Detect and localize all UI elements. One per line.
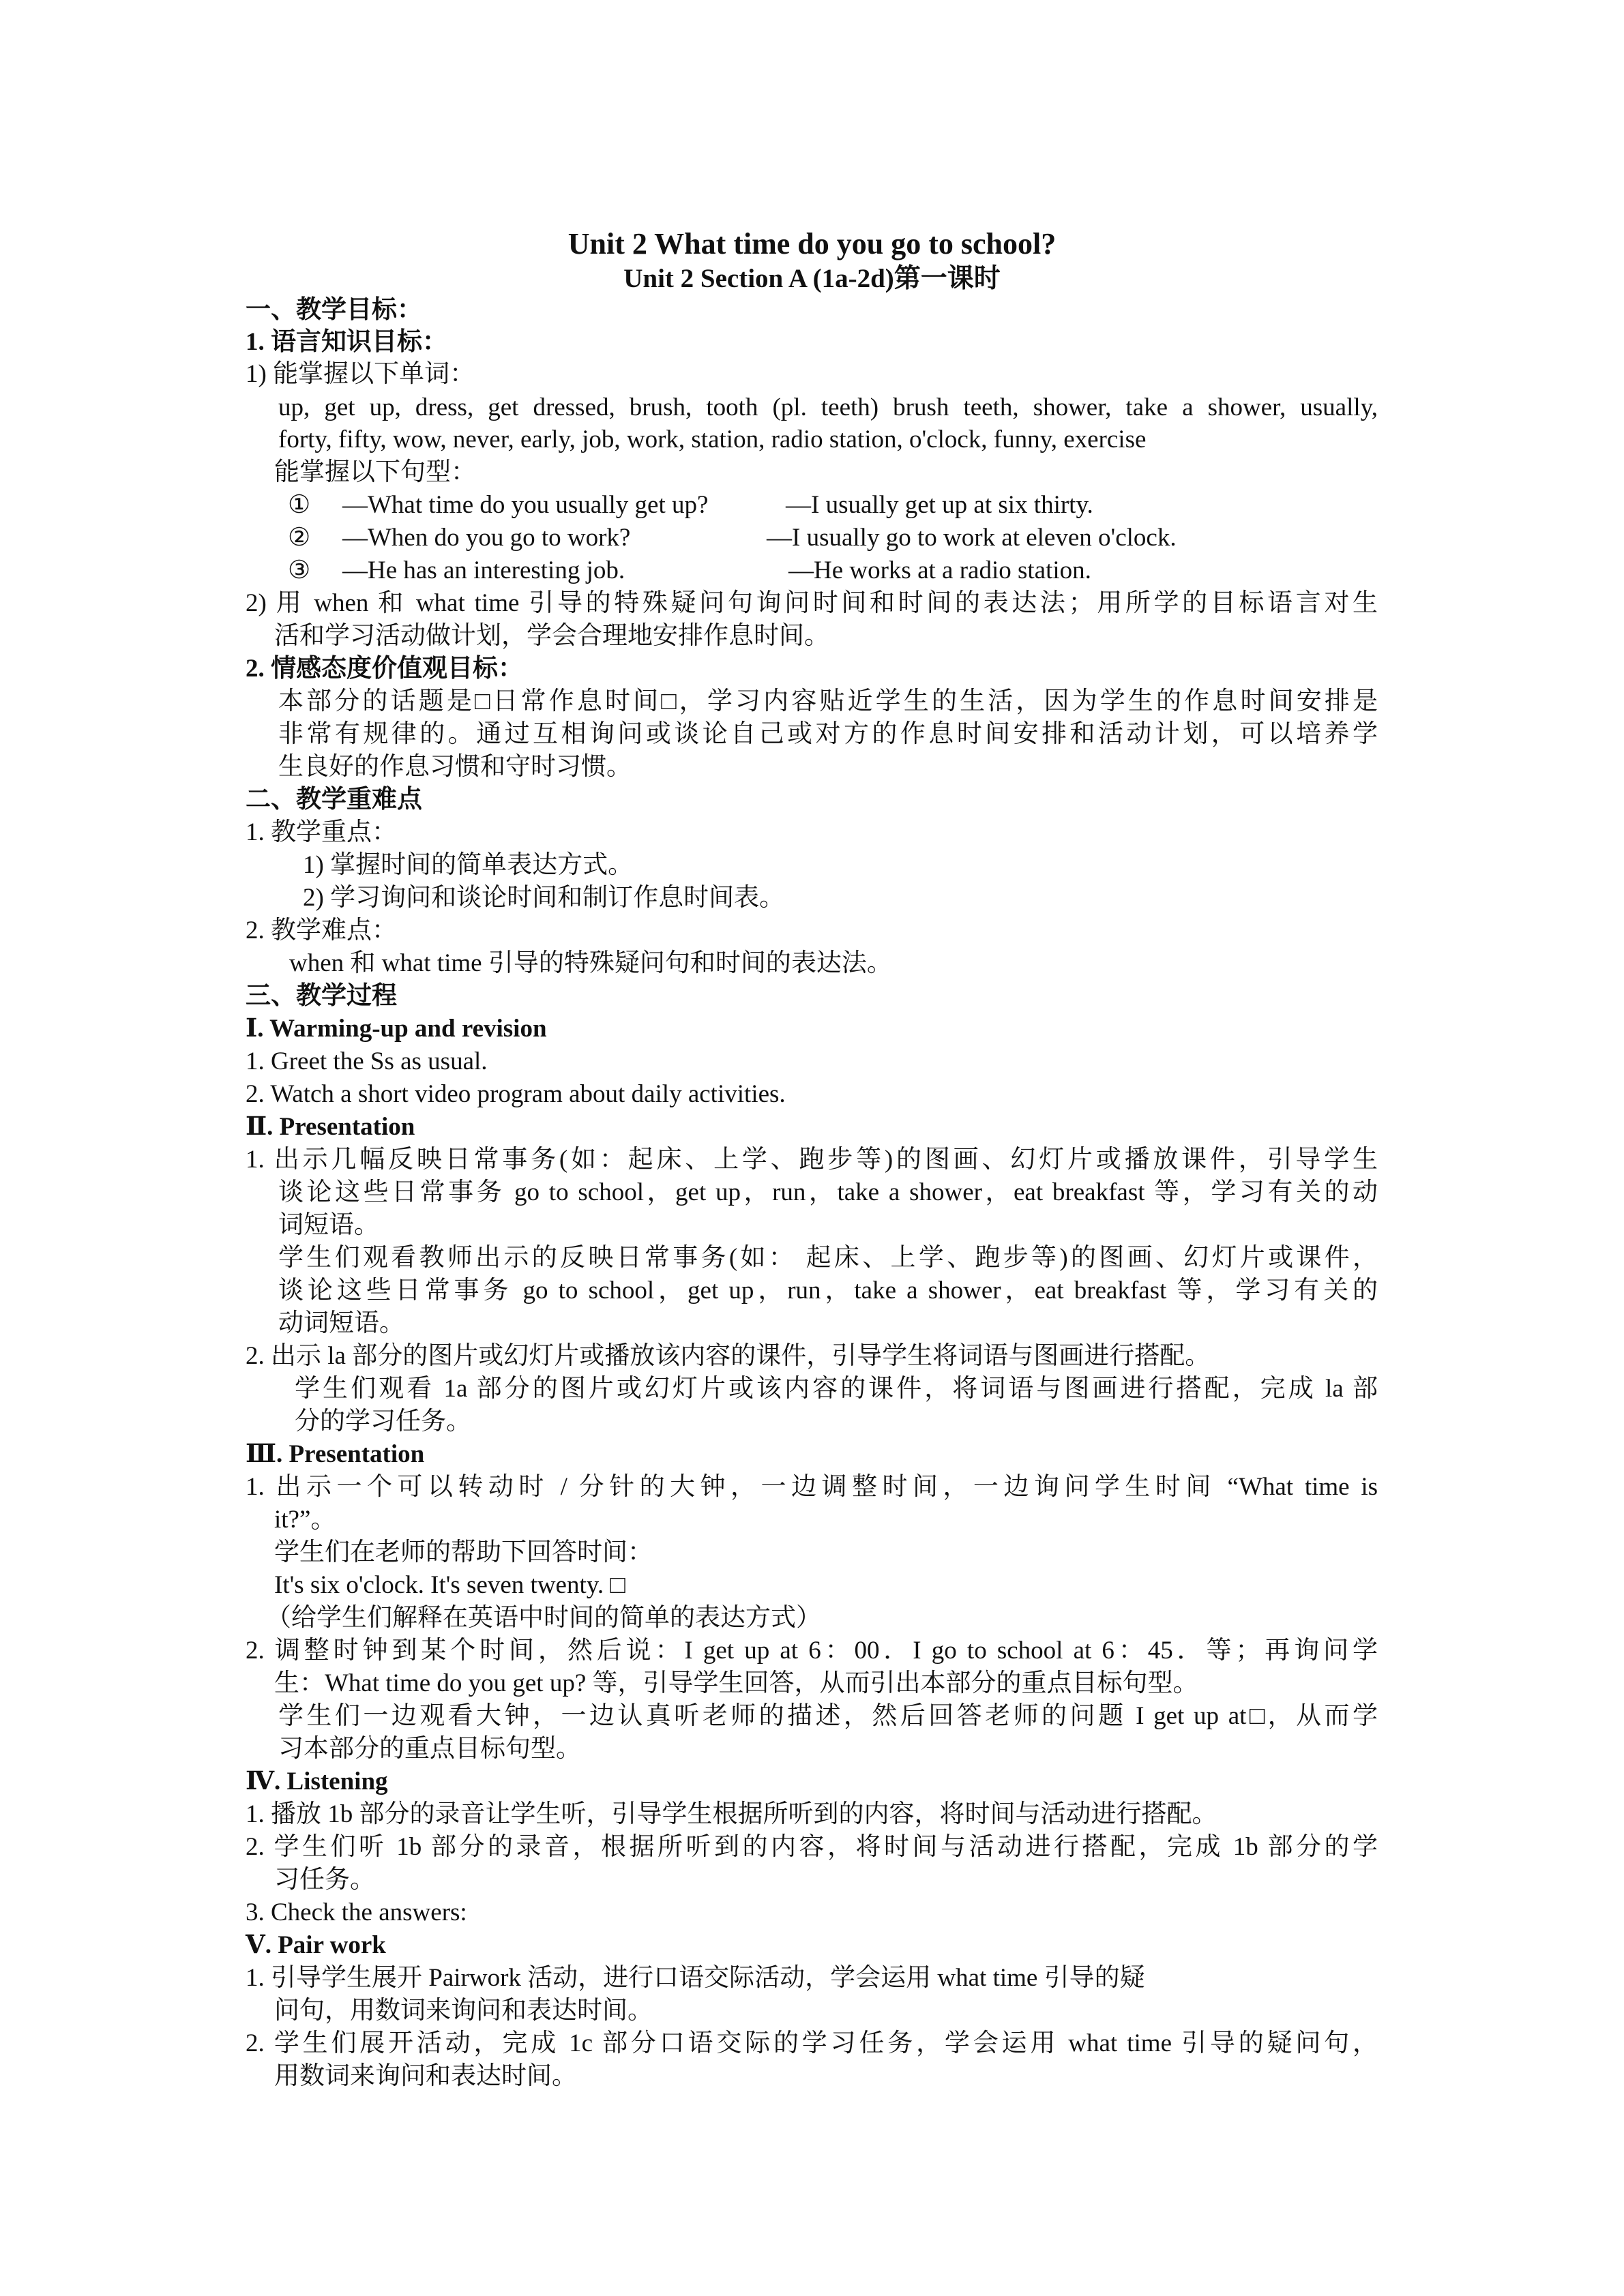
dialogue-number: ② bbox=[288, 524, 311, 552]
section-warming-up: Ⅰ. Warming-up and revision bbox=[246, 1015, 547, 1043]
text-line: 1. 教学重点： bbox=[246, 818, 397, 846]
heading-objectives: 一、教学目标： bbox=[246, 296, 422, 324]
section-presentation: Ⅱ. Presentation bbox=[246, 1113, 415, 1141]
text-line: 能掌握以下句型： bbox=[274, 458, 476, 486]
text-line: it?”。 bbox=[274, 1506, 336, 1534]
text-line: 1. Greet the Ss as usual. bbox=[246, 1047, 488, 1075]
text-line: 生：What time do you get up? 等，引导学生回答，从而引出本部分的重点目标句型。 bbox=[274, 1669, 1198, 1697]
text-line: It's six o'clock. It's seven twenty. □ bbox=[274, 1571, 625, 1599]
text-line: 学生们在老师的帮助下回答时间： bbox=[274, 1538, 653, 1566]
dialogue-question: —When do you go to work? bbox=[342, 524, 631, 552]
text-line: 习本部分的重点目标句型。 bbox=[278, 1735, 581, 1763]
text-line: 学生们一边观看大钟，一边认真听老师的描述，然后回答老师的问题 I get up at□，从而学 bbox=[278, 1702, 1378, 1730]
dialogue-answer: —I usually get up at six thirty. bbox=[786, 491, 1093, 519]
text-line: 2. 出示 la 部分的图片或幻灯片或播放该内容的课件，引导学生将词语与图画进行搭配。 bbox=[246, 1342, 1211, 1370]
text-line: 1. 播放 1b 部分的录音让学生听，引导学生根据所听到的内容，将时间与活动进行搭配。 bbox=[246, 1800, 1217, 1828]
text-line: 谈论这些日常事务 go to school，get up，run，take a shower，eat breakfast 等，学习有关的动 bbox=[278, 1178, 1378, 1206]
text-line: 1. 引导学生展开 Pairwork 活动，进行口语交际活动，学会运用 what time 引导的疑 bbox=[246, 1964, 1145, 1992]
section-listening: Ⅳ. Listening bbox=[246, 1768, 388, 1795]
text-line: 2) 用 when 和 what time 引导的特殊疑问句询问时间和时间的表达法；用所学的目标语言对生 bbox=[246, 589, 1378, 617]
dialogue-answer: —He works at a radio station. bbox=[788, 556, 1091, 584]
vocabulary-line: forty, fifty, wow, never, early, job, work, station, radio station, o'clock, funny, exercise bbox=[278, 426, 1147, 453]
text-line: 问句，用数词来询问和表达时间。 bbox=[274, 1997, 653, 2025]
text-line: （给学生们解释在英语中时间的简单的表达方式） bbox=[266, 1604, 821, 1632]
heading-attitude: 2. 情感态度价值观目标： bbox=[246, 655, 523, 683]
dialogue-answer: —I usually go to work at eleven o'clock. bbox=[767, 524, 1177, 552]
text-line: 学生们观看 1a 部分的图片或幻灯片或该内容的课件，将词语与图画进行搭配，完成 la 部 bbox=[295, 1375, 1378, 1403]
text-line: 2. 学生们展开活动，完成 1c 部分口语交际的学习任务，学会运用 what time 引导的疑问句， bbox=[246, 2029, 1378, 2057]
dialogue-question: —He has an interesting job. bbox=[342, 556, 625, 584]
text-line: 谈论这些日常事务 go to school，get up，run，take a shower，eat breakfast 等，学习有关的 bbox=[278, 1277, 1378, 1304]
section-presentation-2: Ⅲ. Presentation bbox=[246, 1440, 425, 1468]
text-line: 2. 调整时钟到某个时间，然后说：I get up at 6：00．I go to school at 6：45．等；再询问学 bbox=[246, 1637, 1378, 1665]
text-line: 用数词来询问和表达时间。 bbox=[274, 2062, 577, 2090]
text-line: 1. 出示几幅反映日常事务(如：起床、上学、跑步等)的图画、幻灯片或播放课件，引导学生 bbox=[246, 1146, 1378, 1174]
text-line: 习任务。 bbox=[274, 1866, 375, 1894]
text-line: 动词短语。 bbox=[278, 1309, 404, 1337]
text-line: 1) 掌握时间的简单表达方式。 bbox=[303, 851, 634, 879]
text-line: 2. 教学难点： bbox=[246, 916, 397, 944]
text-line: 活和学习活动做计划，学会合理地安排作息时间。 bbox=[274, 622, 829, 650]
text-line: 学生们观看教师出示的反映日常事务(如： 起床、上学、跑步等)的图画、幻灯片或课件， bbox=[278, 1244, 1378, 1272]
text-line: 词短语。 bbox=[278, 1211, 379, 1239]
text-line: 分的学习任务。 bbox=[295, 1407, 471, 1435]
text-line: when 和 what time 引导的特殊疑问句和时间的表达法。 bbox=[289, 949, 892, 977]
heading-language-knowledge: 1. 语言知识目标： bbox=[246, 328, 447, 356]
text-line: 2) 学习询问和谈论时间和制订作息时间表。 bbox=[303, 884, 785, 912]
text-line: 本部分的话题是□日常作息时间□，学习内容贴近学生的生活，因为学生的作息时间安排是 bbox=[278, 687, 1378, 715]
dialogue-number: ③ bbox=[288, 556, 311, 584]
text-line: 生良好的作息习惯和守时习惯。 bbox=[278, 753, 632, 781]
text-line: 1) 能掌握以下单词： bbox=[246, 360, 475, 388]
text-line: 2. Watch a short video program about daily activities. bbox=[246, 1080, 786, 1108]
document-subtitle: Unit 2 Section A (1a-2d)第一课时 bbox=[623, 264, 1001, 293]
text-line: 2. 学生们听 1b 部分的录音，根据所听到的内容，将时间与活动进行搭配，完成 1b 部分的学 bbox=[246, 1833, 1378, 1861]
dialogue-question: —What time do you usually get up? bbox=[342, 491, 709, 519]
heading-key-points: 二、教学重难点 bbox=[246, 786, 422, 814]
heading-process: 三、教学过程 bbox=[246, 982, 397, 1010]
text-line: 3. Check the answers: bbox=[246, 1898, 467, 1926]
section-pair-work: Ⅴ. Pair work bbox=[246, 1931, 386, 1959]
vocabulary-line: up, get up, dress, get dressed, brush, tooth (pl. teeth) brush teeth, shower, take a shower, usually, bbox=[278, 393, 1378, 421]
text-line: 非常有规律的。通过互相询问或谈论自己或对方的作息时间安排和活动计划，可以培养学 bbox=[278, 720, 1378, 748]
dialogue-number: ① bbox=[288, 491, 311, 519]
document-title: Unit 2 What time do you go to school? bbox=[567, 227, 1057, 260]
text-line: 1. 出示一个可以转动时 / 分针的大钟，一边调整时间，一边询问学生时间 “What time is bbox=[246, 1473, 1378, 1501]
